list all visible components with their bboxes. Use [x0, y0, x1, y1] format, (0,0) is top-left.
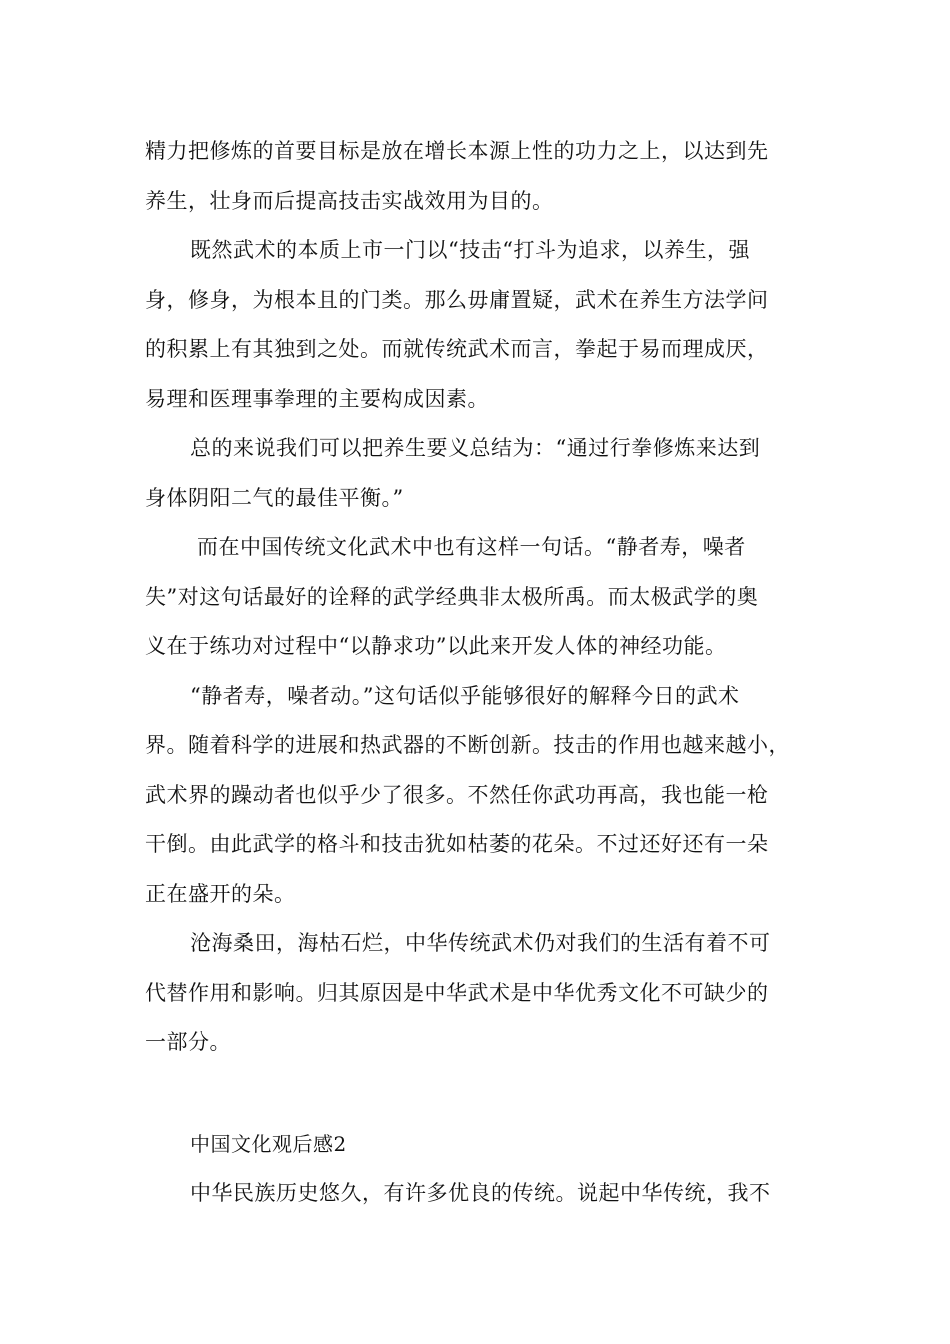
text-line: 干倒。由此武学的格斗和技击犹如枯萎的花朵。不过还好还有一朵: [145, 832, 769, 856]
text-line: 沧海桑田，海枯石烂，中华传统武术仍对我们的生活有着不可: [190, 931, 771, 955]
text-line: 身，修身，为根本且的门类。那么毋庸置疑，武术在养生方法学问: [145, 287, 769, 312]
text-line: “静者寿，噪者动。”这句话似乎能够很好的解释今日的武术: [190, 683, 740, 708]
text-line: 失”对这句话最好的诠释的武学经典非太极所禹。而太极武学的奥: [145, 584, 759, 609]
text-line: 易理和医理事拳理的主要构成因素。: [145, 386, 489, 411]
text-line: 正在盛开的朵。: [145, 881, 296, 906]
text-line: 而在中国传统文化武术中也有这样一句话。“静者寿，噪者: [197, 535, 746, 559]
section-heading: 中国文化观后感2: [190, 1131, 347, 1156]
text-line: 义在于练功对过程中“以静求功”以此来开发人体的神经功能。: [145, 634, 727, 658]
document-page: [145, 127, 815, 1219]
text-line: 一部分。: [145, 1030, 231, 1054]
text-line: 既然武术的本质上市一门以“技击“打斗为追求，以养生，强: [190, 238, 750, 262]
text-line: 精力把修炼的首要目标是放在增长本源上性的功力之上，以达到先: [145, 139, 769, 163]
text-line: 身体阴阳二气的最佳平衡。”: [145, 485, 404, 510]
text-line: 武术界的躁动者也似乎少了很多。不然任你武功再高，我也能一枪: [145, 782, 769, 807]
text-line: 总的来说我们可以把养生要义总结为：“通过行拳修炼来达到: [190, 436, 761, 460]
section-gap: [145, 1068, 815, 1120]
text-line: 养生，壮身而后提高技击实战效用为目的。: [145, 188, 554, 213]
text-line: 中华民族历史悠久，有许多优良的传统。说起中华传统，我不: [190, 1181, 771, 1205]
text-line: 界。随着科学的进展和热武器的不断创新。技击的作用也越来越小，: [145, 733, 790, 757]
text-line: 代替作用和影响。归其原因是中华武术是中华优秀文化不可缺少的: [145, 980, 769, 1005]
text-line: 的积累上有其独到之处。而就传统武术而言，拳起于易而理成厌，: [145, 337, 769, 361]
